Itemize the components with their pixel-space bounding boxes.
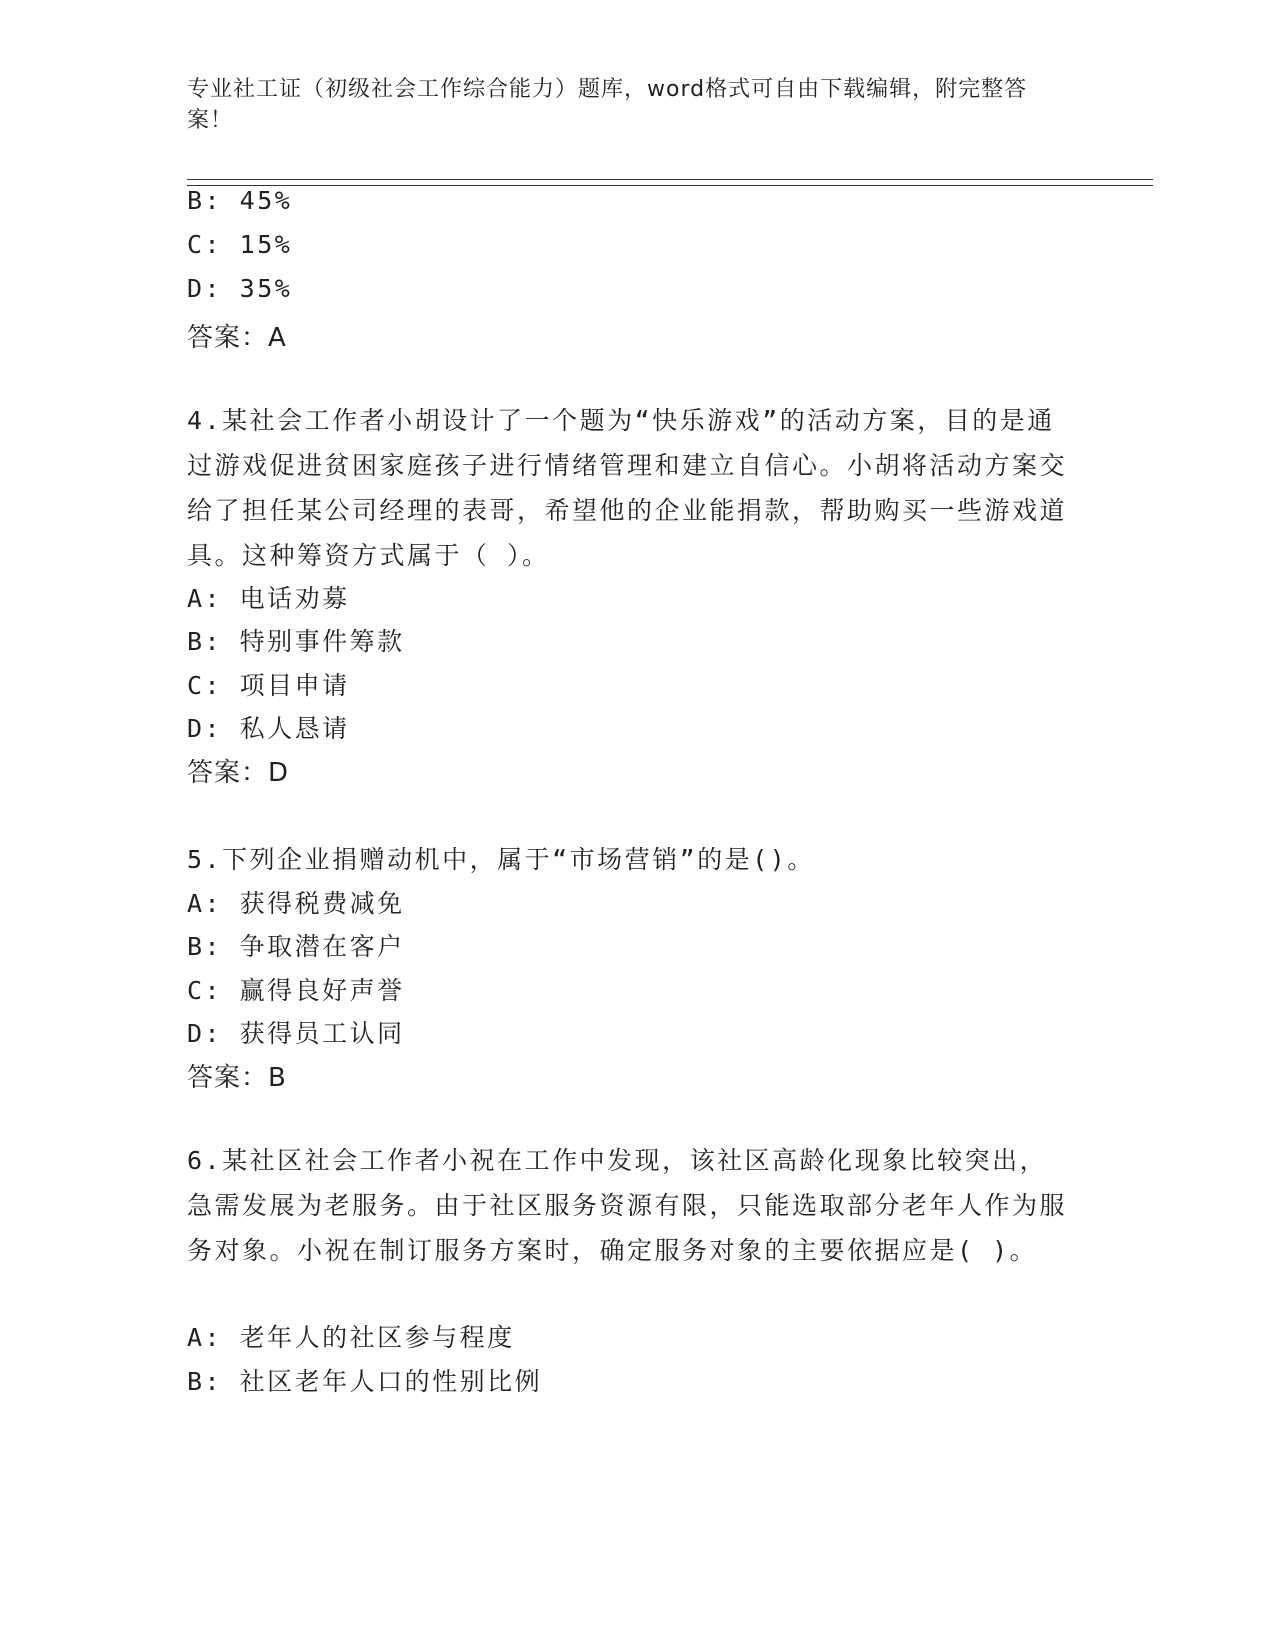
q6-option-b: B: 社区老年人口的性别比例 [187,1367,543,1396]
q4-option-a: A: 电话劝募 [187,584,350,613]
q5-option-b: B: 争取潜在客户 [187,932,405,961]
document-header: 专业社工证（初级社会工作综合能力）题库，word格式可自由下载编辑，附完整答案！ [187,77,1028,133]
q5-option-a: A: 获得税费减免 [187,889,405,918]
q5-option-d: D: 获得员工认同 [187,1019,405,1048]
q3-option-b: B: 45% [187,186,293,215]
q4-answer: 答案：D [187,758,290,788]
q5-stem: 5.下列企业捐赠动机中，属于“市场营销”的是()。 [187,845,815,874]
q3-option-d: D: 35% [187,274,293,303]
q4-stem: 4.某社会工作者小胡设计了一个题为“快乐游戏”的活动方案，目的是通过游戏促进贫困家庭孩子进行情绪管理和建立自信心。小胡将活动方案交给了担任某公司经理的表哥，希望他的企业能捐款，帮助购买一些游戏道具。这种筹资方式属于（ ）。 [187,406,1068,570]
q6-stem: 6.某社区社会工作者小祝在工作中发现，该社区高龄化现象比较突出，急需发展为老服务。由于社区服务资源有限，只能选取部分老年人作为服务对象。小祝在制订服务方案时，确定服务对象的主要依据应是( )。 [187,1146,1068,1265]
q4-option-d: D: 私人恳请 [187,714,350,743]
q5-answer: 答案：B [187,1063,287,1093]
q3-option-c: C: 15% [187,230,293,259]
header-divider-bottom [187,185,1153,186]
q5-option-c: C: 赢得良好声誉 [187,976,405,1005]
q3-answer: 答案：A [187,323,287,353]
q4-option-c: C: 项目申请 [187,671,350,700]
q6-option-a: A: 老年人的社区参与程度 [187,1323,515,1352]
header-divider-top [187,179,1153,180]
q4-option-b: B: 特别事件筹款 [187,627,405,656]
